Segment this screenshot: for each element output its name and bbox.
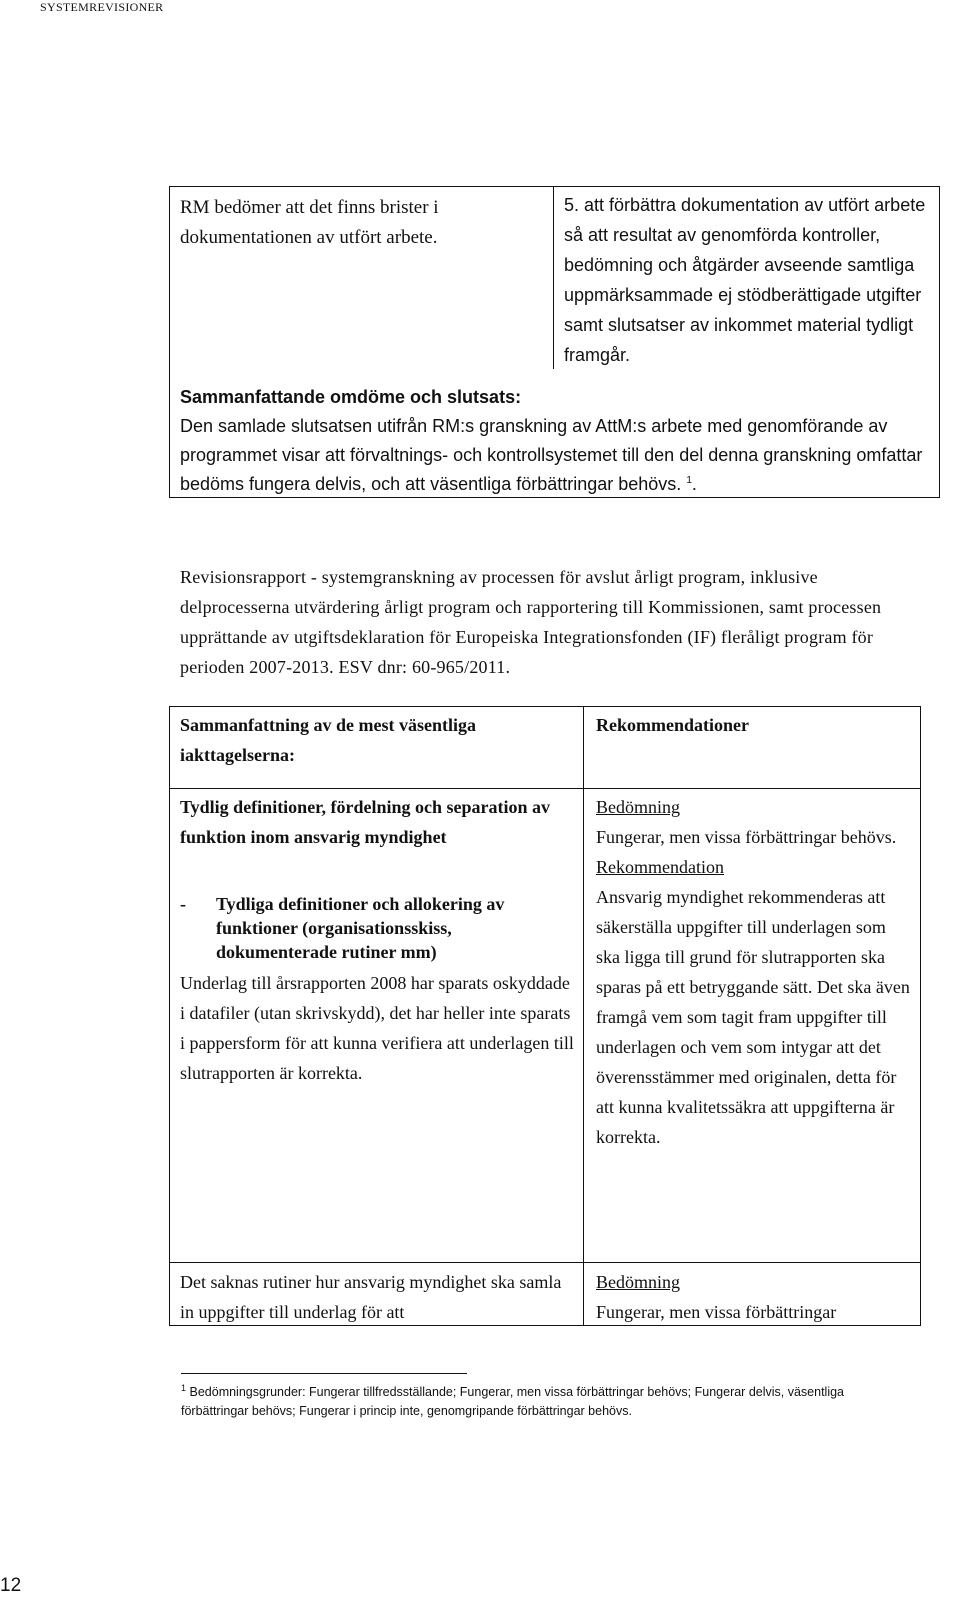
assessment-text: Fungerar, men vissa förbättringar behövs. — [596, 827, 897, 847]
finding-heading: Tydlig definitioner, fördelning och separation av funktion inom ansvarig myndighet — [180, 797, 551, 847]
page-number: 12 — [0, 1575, 22, 1596]
summary-end: . — [691, 474, 697, 494]
table-divider — [553, 187, 554, 369]
footnote-ref[interactable]: 1 — [686, 475, 692, 486]
finding-cell: RM bedömer att det finns brister i dokumentationen av utfört arbete. — [180, 197, 439, 248]
assessment-label: Bedömning — [596, 1272, 680, 1292]
header-recommendations: Rekommendationer — [596, 715, 749, 735]
table-row: Det saknas rutiner hur ansvarig myndighet ska samla in uppgifter till underlag för att — [180, 1272, 562, 1322]
recommendation-cell: 5. att förbättra dokumentation av utfört arbete så att resultat av genomförda kontroller, bedömning och åtgärder avseende samtliga uppmärksammade ej stödberättigade utgifter samt slutsatser av inkommet material tydligt framgår. — [564, 195, 926, 365]
findings-table — [169, 706, 921, 1326]
summary-block — [180, 383, 935, 499]
footnote-divider — [181, 1373, 467, 1374]
finding-text: Underlag till årsrapporten 2008 har sparats oskyddade i datafiler (utan skrivskydd), det har heller inte sparats i pappersform för att kunna verifiera att underlagen till slutrapporten är korrekta. — [180, 973, 574, 1083]
table-row — [180, 792, 575, 1088]
footnote-text: Bedömningsgrunder: Fungerar tillfredsställande; Fungerar, men vissa förbättringar behövs; Fungerar delvis, väsentliga förbättringar behövs; Fungerar i princip inte, genomgripande förbättringar behövs. — [181, 1385, 845, 1418]
table-row-divider — [170, 1262, 920, 1263]
table-row — [596, 1267, 914, 1327]
bullet-text: Tydliga definitioner och allokering av funktioner (organisationsskiss, dokumenterade rutiner mm) — [216, 894, 505, 962]
recommendation-label: Rekommendation — [596, 857, 724, 877]
running-header: SYSTEMREVISIONER — [40, 0, 164, 14]
footnote — [181, 1383, 901, 1421]
recommendation-text: Ansvarig myndighet rekommenderas att säkerställa uppgifter till underlagen som ska ligga till grund för slutrapporten ska sparas på ett betryggande sätt. Det ska även framgå vem som tagit fram uppgifter till underlagen och vem som intygar att det överensstämmer med originalen, detta för att kunna kvalitetssäkra att uppgifterna är korrekta. — [596, 887, 910, 1147]
list-item — [180, 892, 575, 964]
report-title: Revisionsrapport - systemgranskning av processen för avslut årligt program, inklusive delprocesserna utvärdering årligt program och rapportering till Kommissionen, samt processen upprättande av utgiftsdeklaration för Europeiska Integrationsfonden (IF) fleråligt program för perioden 2007-2013. ESV dnr: 60-965/2011. — [180, 567, 882, 677]
summary-heading: Sammanfattande omdöme och slutsats: — [180, 387, 522, 407]
assessment-label: Bedömning — [596, 797, 680, 817]
table-divider — [583, 707, 584, 1325]
table-row — [596, 792, 914, 1152]
footnote-number: 1 — [181, 1382, 187, 1393]
assessment-table — [169, 186, 940, 498]
bullet-dash: - — [180, 894, 186, 914]
header-findings: Sammanfattning av de mest väsentliga iakttagelserna: — [180, 715, 476, 765]
assessment-text: Fungerar, men vissa förbättringar — [596, 1302, 837, 1322]
table-row-divider — [170, 788, 920, 789]
summary-text: Den samlade slutsatsen utifrån RM:s granskning av AttM:s arbete med genomförande av programmet visar att förvaltnings- och kontrollsystemet till den del denna granskning omfattar bedöms fungera delvis, och att väsentliga förbättringar behövs. — [180, 416, 923, 494]
